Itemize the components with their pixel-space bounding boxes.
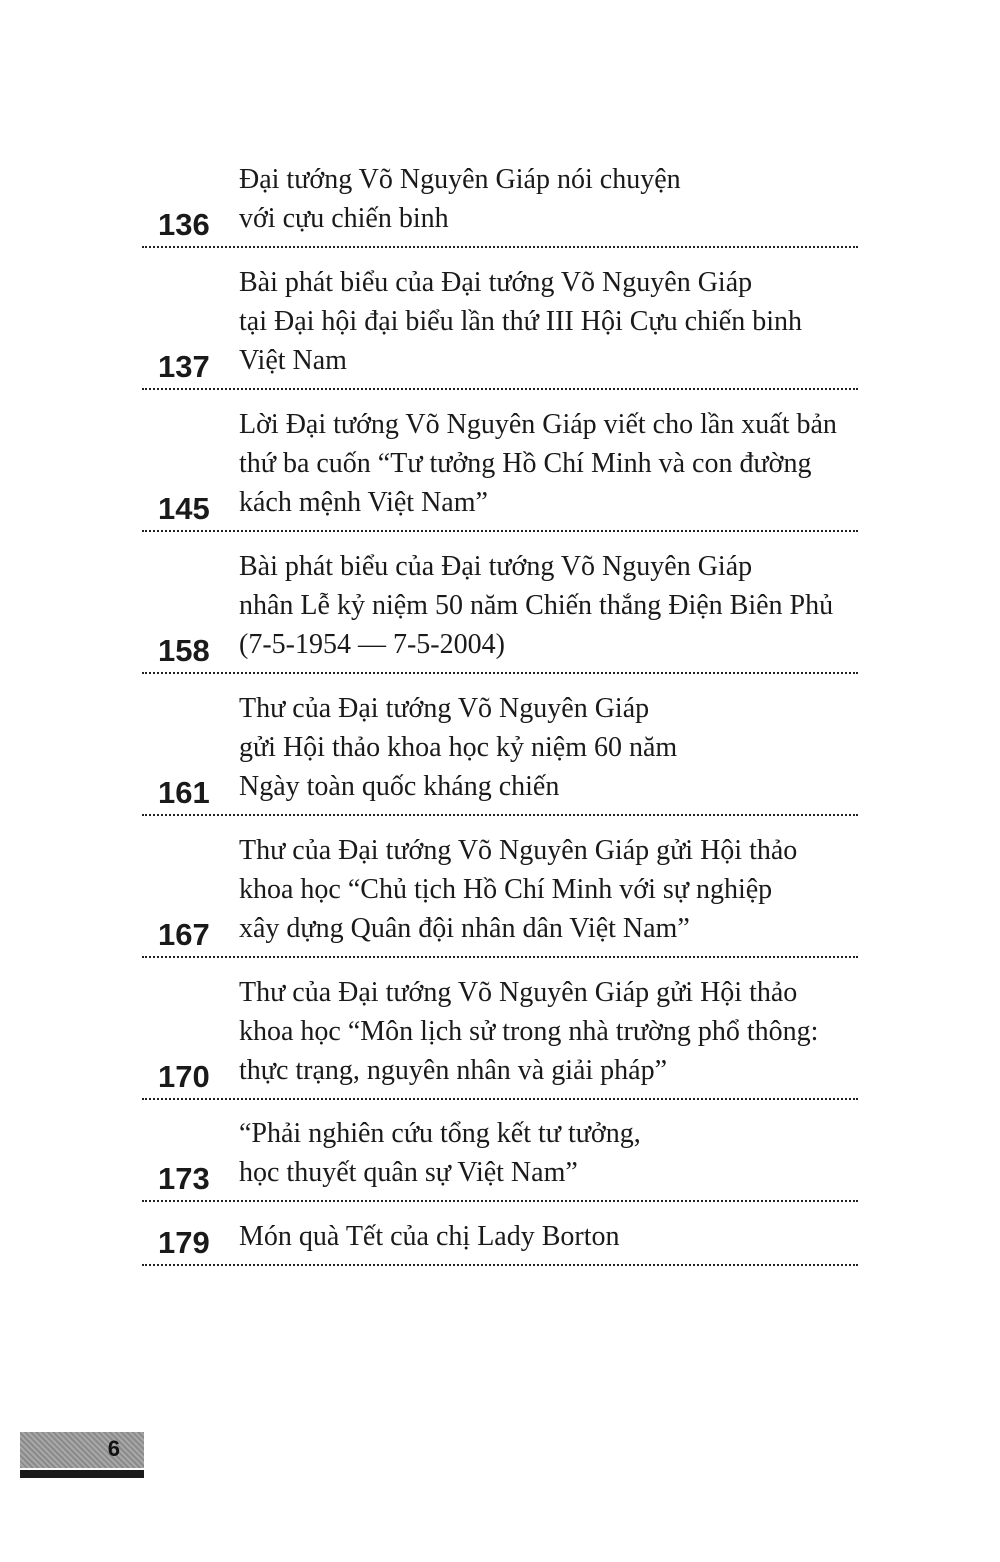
footer-rule bbox=[20, 1470, 144, 1478]
toc-title: Lời Đại tướng Võ Nguyên Giáp viết cho lần xuất bản thứ ba cuốn “Tư tưởng Hồ Chí Minh và con đường kách mệnh Việt Nam” bbox=[239, 409, 837, 518]
toc-page-number: 161 bbox=[158, 775, 210, 810]
toc-entry bbox=[142, 532, 858, 674]
toc-page-number: 158 bbox=[158, 633, 210, 668]
table-of-contents bbox=[142, 164, 858, 1266]
toc-entry bbox=[142, 390, 858, 532]
page-number: 6 bbox=[107, 1436, 120, 1461]
toc-page-number: 136 bbox=[158, 207, 210, 242]
page-number-tab bbox=[20, 1432, 144, 1468]
toc-title: Bài phát biểu của Đại tướng Võ Nguyên Giáp nhân Lễ kỷ niệm 50 năm Chiến thắng Điện Biên Phủ (7-5-1954 — 7-5-2004) bbox=[239, 551, 834, 660]
toc-entry bbox=[142, 164, 858, 248]
toc-entry bbox=[142, 248, 858, 390]
toc-title: Đại tướng Võ Nguyên Giáp nói chuyện với cựu chiến binh bbox=[239, 164, 681, 234]
toc-title: Thư của Đại tướng Võ Nguyên Giáp gửi Hội thảo khoa học kỷ niệm 60 năm Ngày toàn quốc kháng chiến bbox=[239, 693, 678, 802]
toc-page-number: 167 bbox=[158, 917, 210, 952]
toc-page-number: 170 bbox=[158, 1059, 210, 1094]
toc-title: Thư của Đại tướng Võ Nguyên Giáp gửi Hội thảo khoa học “Môn lịch sử trong nhà trường phổ thông: thực trạng, nguyên nhân và giải pháp” bbox=[239, 977, 819, 1086]
toc-entry bbox=[142, 1202, 858, 1266]
toc-entry bbox=[142, 674, 858, 816]
toc-entry bbox=[142, 958, 858, 1100]
toc-page-number: 179 bbox=[158, 1225, 210, 1260]
toc-entry bbox=[142, 1100, 858, 1202]
toc-page-number: 137 bbox=[158, 349, 210, 384]
toc-title: Thư của Đại tướng Võ Nguyên Giáp gửi Hội thảo khoa học “Chủ tịch Hồ Chí Minh với sự nghiệp xây dựng Quân đội nhân dân Việt Nam” bbox=[239, 835, 798, 944]
toc-title: “Phải nghiên cứu tổng kết tư tưởng, học thuyết quân sự Việt Nam” bbox=[239, 1118, 641, 1188]
toc-title: Món quà Tết của chị Lady Borton bbox=[239, 1221, 620, 1252]
toc-page-number: 145 bbox=[158, 491, 210, 526]
toc-title: Bài phát biểu của Đại tướng Võ Nguyên Giáp tại Đại hội đại biểu lần thứ III Hội Cựu chiến binh Việt Nam bbox=[239, 267, 803, 376]
toc-page-number: 173 bbox=[158, 1161, 210, 1196]
toc-entry bbox=[142, 816, 858, 958]
